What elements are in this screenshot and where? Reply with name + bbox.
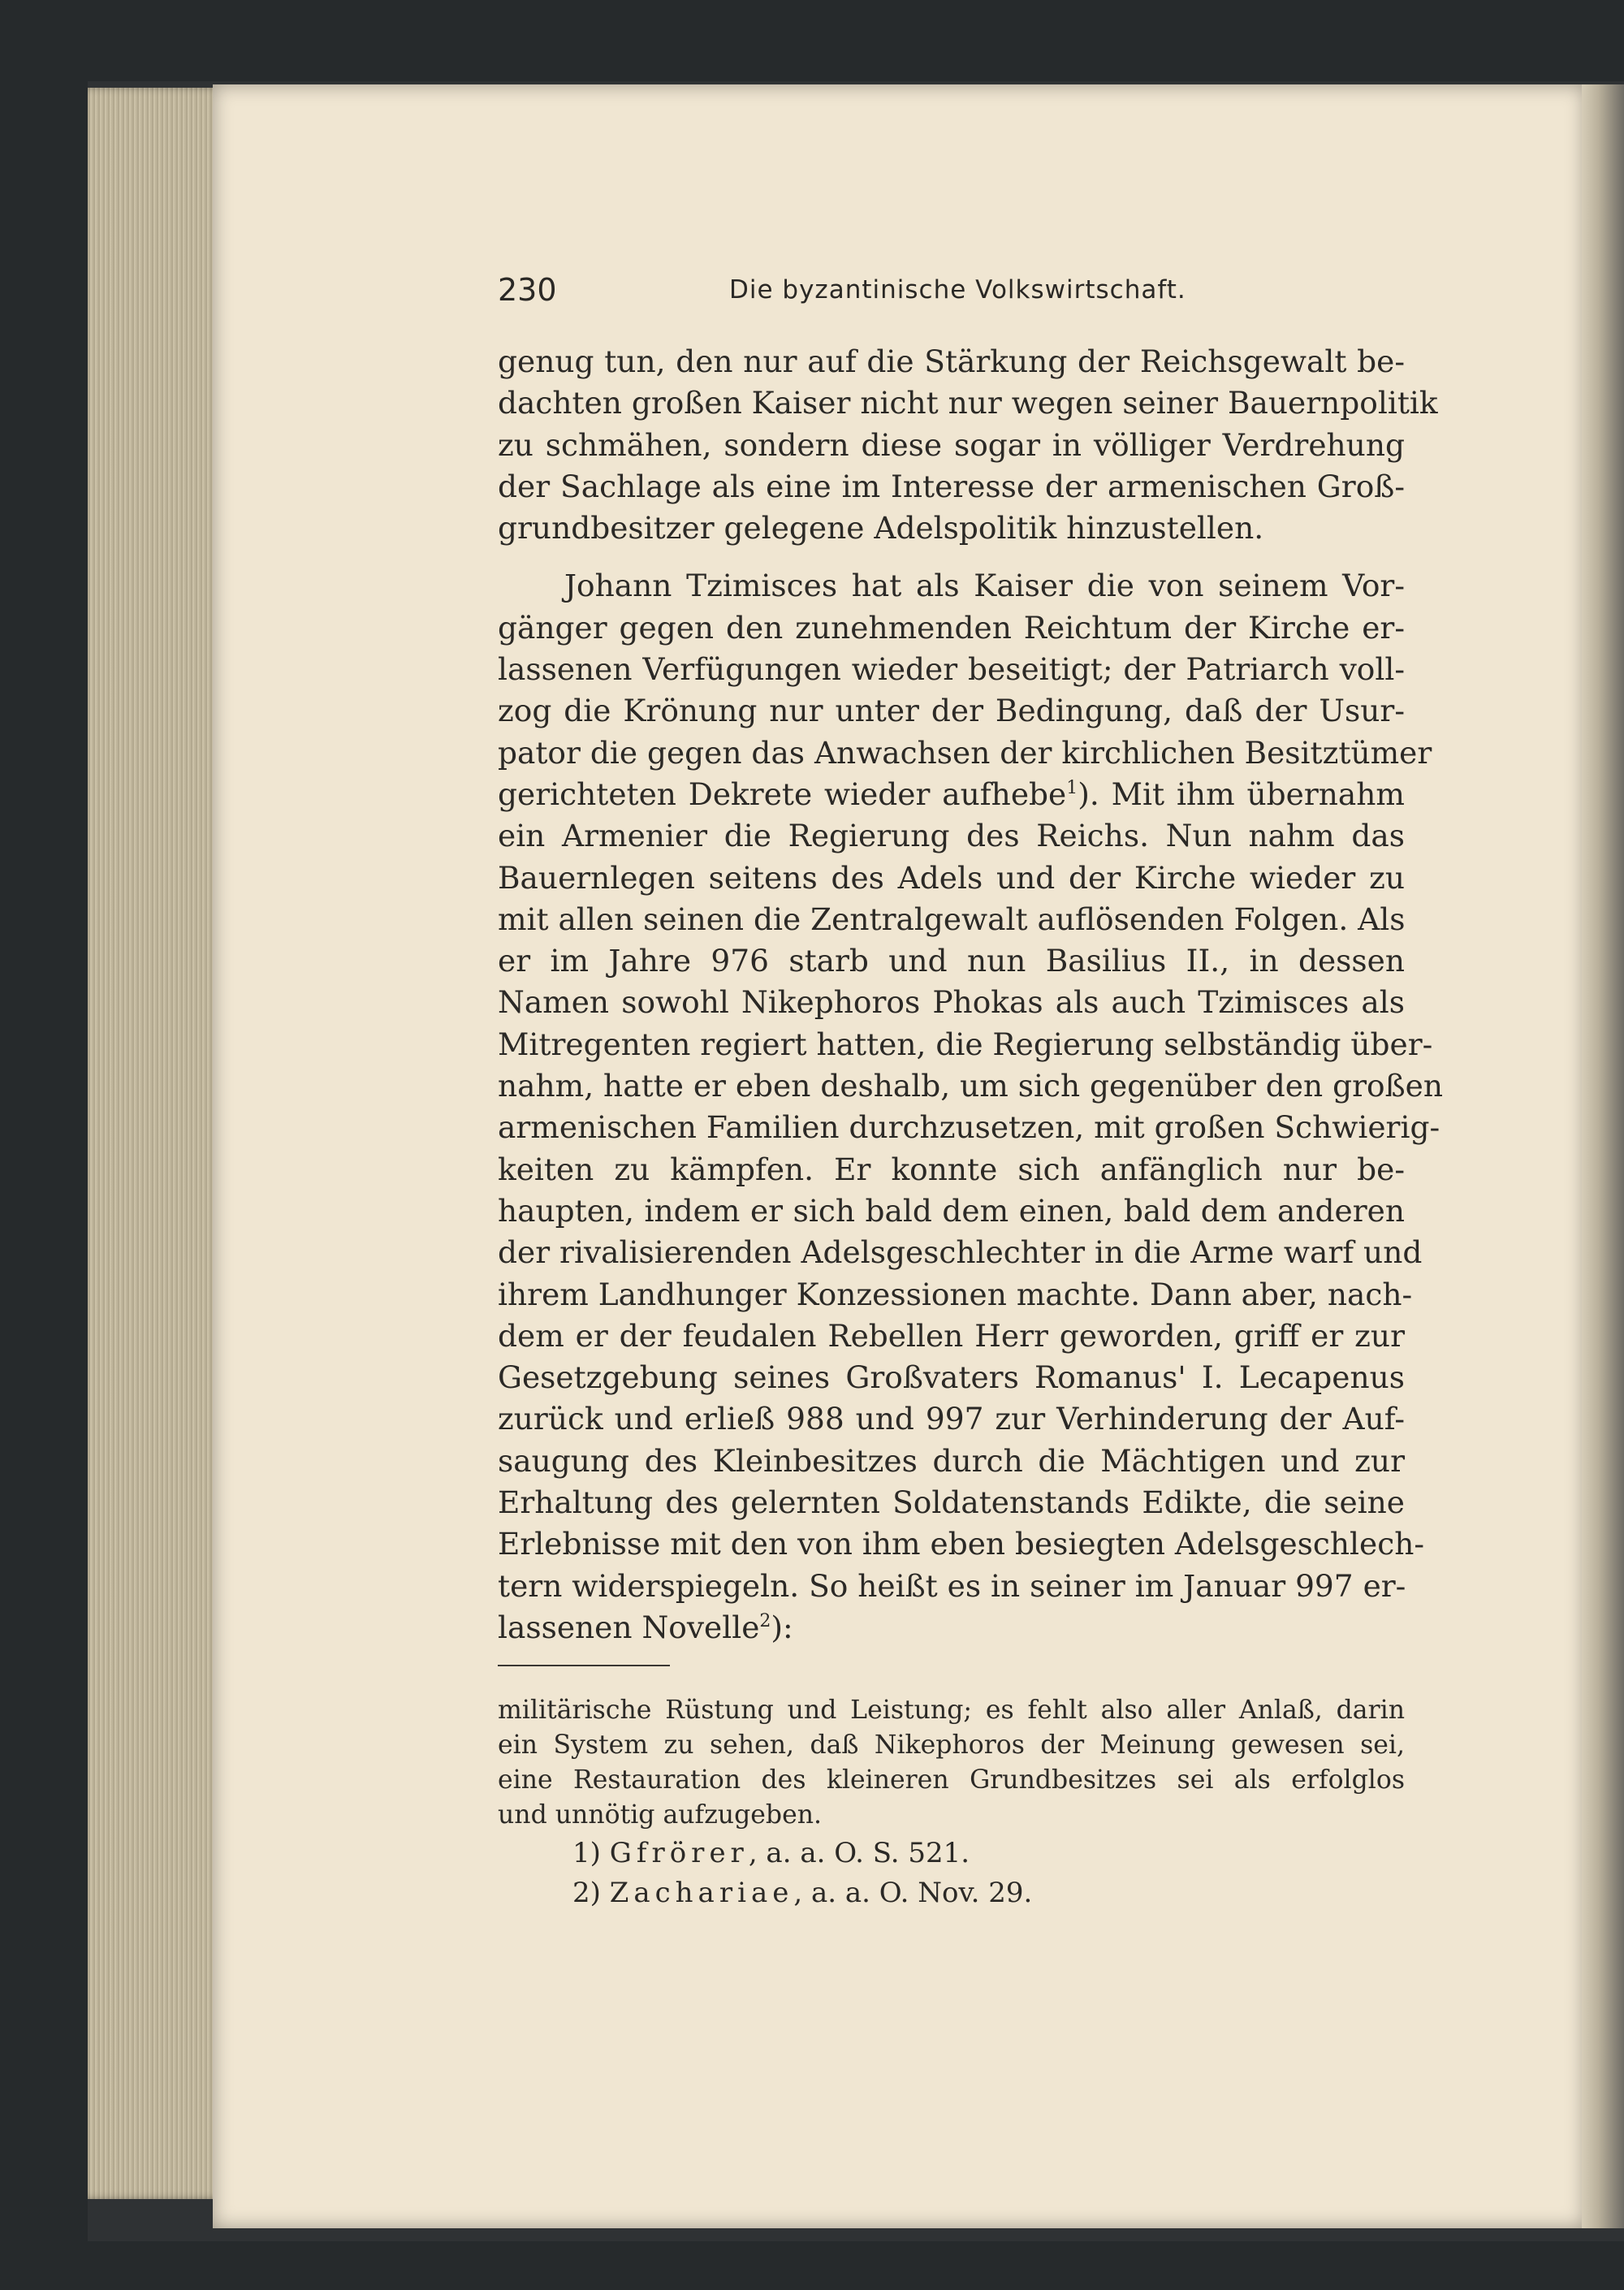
footnote-reference: , a. a. O. Nov. 29. — [793, 1877, 1033, 1909]
page-number: 230 — [498, 272, 557, 308]
text-line: dachten großen Kaiser nicht nur wegen seiner Bauernpolitik — [498, 385, 1438, 421]
footnote-line: ein System zu sehen, daß Nikephoros der Meinung gewesen sei, — [498, 1730, 1405, 1760]
footnote-continuation — [498, 1693, 1405, 1833]
text-line: armenischen Familien durchzusetzen, mit großen Schwierig- — [498, 1109, 1440, 1146]
footnote-2 — [498, 1874, 1405, 1912]
footnote-reference: , a. a. O. S. 521. — [748, 1837, 970, 1869]
text-line: genug tun, den nur auf die Stärkung der Reichsgewalt be- — [498, 344, 1405, 379]
text-line: gänger gegen den zunehmenden Reichtum der Kirche er- — [498, 609, 1405, 646]
text-line: Namen sowohl Nikephoros Phokas als auch Tzimisces als — [498, 984, 1405, 1021]
page-stack-edges — [88, 88, 224, 2199]
footnote-number: 2) — [572, 1877, 601, 1909]
text-line-with-note — [498, 774, 1405, 815]
main-text — [498, 341, 1443, 1648]
text-line: dem er der feudalen Rebellen Herr geworden, griff er zur — [498, 1317, 1405, 1354]
text-line: Erhaltung des gelernten Soldatenstands Edikte, die seine — [498, 1484, 1405, 1521]
footnote-number: 1) — [572, 1837, 601, 1869]
text-line: keiten zu kämpfen. Er konnte sich anfänglich nur be- — [498, 1151, 1405, 1187]
running-head — [498, 272, 1346, 321]
text-line: haupten, indem er sich bald dem einen, bald dem anderen — [498, 1192, 1405, 1229]
text-line: Gesetzgebung seines Großvaters Romanus' I. Lecapenus — [498, 1359, 1405, 1396]
paragraph-1 — [498, 341, 1438, 549]
text-line: saugung des Kleinbesitzes durch die Mächtigen und zur — [498, 1442, 1405, 1479]
footnote-line: und unnötig aufzugeben. — [498, 1800, 823, 1830]
running-title: Die byzantinische Volkswirtschaft. — [729, 275, 1186, 305]
footnote-1 — [498, 1834, 1405, 1873]
text-line: Johann Tzimisces hat als Kaiser die von seinem Vor- — [564, 568, 1405, 604]
text-line: zog die Krönung nur unter der Bedingung, daß der Usur- — [498, 693, 1405, 729]
footnote-divider — [498, 1665, 670, 1666]
text-line: Bauernlegen seitens des Adels und der Kirche wieder zu — [498, 859, 1405, 896]
text-line: er im Jahre 976 starb und nun Basilius II., in dessen — [498, 943, 1405, 979]
text-line: ein Armenier die Regierung des Reichs. Nun nahm das — [498, 818, 1405, 854]
text-line: tern widerspiegeln. So heißt es in seiner im Januar 997 er- — [498, 1567, 1406, 1604]
text-line: lassenen Verfügungen wieder beseitigt; der Patriarch voll- — [498, 651, 1405, 688]
footnote-author: Gfrörer — [609, 1837, 749, 1869]
text-line: Erlebnisse mit den von ihm eben besiegten Adelsgeschlech- — [498, 1526, 1425, 1562]
footnote-author: Zachariae — [609, 1877, 794, 1909]
text-line: der rivalisierenden Adelsgeschlechter in die Arme warf und — [498, 1234, 1423, 1271]
footnotes — [498, 1693, 1405, 1912]
text-line: zurück und erließ 988 und 997 zur Verhinderung der Auf- — [498, 1401, 1405, 1437]
text-segment: ). Mit ihm übernahm — [1078, 776, 1405, 812]
text-line: mit allen seinen die Zentralgewalt auflösenden Folgen. Als — [498, 901, 1406, 937]
text-line: Mitregenten regiert hatten, die Regierung selbständig über- — [498, 1026, 1433, 1062]
footnote-line: militärische Rüstung und Leistung; es fehlt also aller Anlaß, darin — [498, 1696, 1405, 1725]
paragraph-2 — [498, 565, 1443, 1648]
text-line: ihrem Landhunger Konzessionen machte. Dann aber, nach- — [498, 1276, 1413, 1312]
text-line: pator die gegen das Anwachsen der kirchlichen Besitztümer — [498, 734, 1432, 771]
text-line-with-note — [498, 1607, 1405, 1648]
text-line: der Sachlage als eine im Interesse der armenischen Groß- — [498, 468, 1405, 504]
text-line: grundbesitzer gelegene Adelspolitik hinzustellen. — [498, 510, 1264, 547]
text-line: zu schmähen, sondern diese sogar in völliger Verdrehung — [498, 426, 1405, 463]
text-segment: gerichteten Dekrete wieder aufhebe — [498, 776, 1067, 812]
text-segment: lassenen Novelle — [498, 1609, 760, 1645]
footnote-ref: 1 — [1066, 777, 1078, 798]
footnote-ref: 2 — [759, 1610, 771, 1631]
footnote-line: eine Restauration des kleineren Grundbesitzes sei als erfolglos — [498, 1765, 1405, 1795]
page-gutter-shadow — [1582, 84, 1624, 2228]
text-segment: ): — [771, 1609, 793, 1645]
text-line: nahm, hatte er eben deshalb, um sich gegenüber den großen — [498, 1068, 1443, 1104]
